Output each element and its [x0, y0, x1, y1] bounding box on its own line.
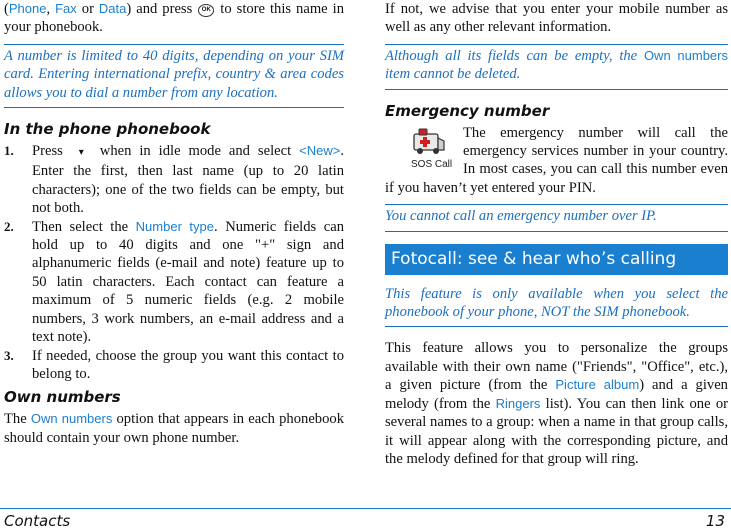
note-number-limit: A number is limited to 40 digits, depending on your SIM card. Entering international prefix, country & area codes allows you to dial a number from any location.: [4, 44, 344, 108]
fotocall-paragraph: This feature allows you to personalize the groups available with their own name ("Friends", "Office", etc.), a given picture (from the Picture album) and a given melody (from the Ringers list). You can then link one or several names to a group: when a name in that group calls, it will appear along with the corresponding picture, and the melody defined for that group will ring.: [385, 340, 728, 467]
own-numbers-paragraph: The Own numbers option that appears in each phonebook should contain your own phone number.: [4, 411, 344, 446]
heading-own-numbers: Own numbers: [4, 388, 121, 407]
note-own-numbers: Although all its fields can be empty, the Own numbers item cannot be deleted.: [385, 44, 728, 90]
ringers-link: Ringers: [495, 395, 541, 411]
number-type-item: Number type: [135, 218, 214, 234]
footer-divider: [0, 508, 731, 509]
ok-key-icon: OK: [198, 4, 214, 17]
new-menu-item: <New>: [299, 143, 341, 159]
page-footer: [0, 507, 731, 531]
footer-section-title: Contacts: [4, 512, 71, 530]
left-column: [4, 0, 344, 447]
own-numbers-option: Own numbers: [30, 411, 113, 427]
step-1: 1. Press ▾ when in idle mode and select <New>. Enter the first, then last name (up to 20 latin characters); one of the two fields can be empty, but not both.: [4, 143, 344, 217]
fotocall-banner: Fotocall: see & hear who’s calling: [385, 244, 728, 275]
heading-phone-phonebook: In the phone phonebook: [4, 120, 211, 139]
page-number: 13: [705, 512, 725, 530]
emergency-paragraph: The emergency number will call the emergency services number in your country. In most cases, you can call this number even if you haven’t yet entered your PIN.: [385, 124, 728, 196]
sos-call-caption: SOS Call: [411, 158, 453, 170]
data-field-label: Data: [98, 1, 127, 16]
note-fotocall-availability: This feature is only available when you select the phonebook of your phone, NOT the SIM phonebook.: [385, 285, 728, 328]
note-emergency-ip: You cannot call an emergency number over IP.: [385, 204, 728, 231]
phone-field-label: Phone: [8, 1, 47, 16]
right-column: [385, 0, 728, 468]
heading-emergency-number: Emergency number: [385, 101, 550, 120]
intro-paragraph: (Phone, Fax or Data) and press OK to store this name in your phonebook.: [4, 1, 344, 36]
top-paragraph: If not, we advise that you enter your mobile number as well as any other relevant information.: [385, 1, 728, 36]
step-3: 3. If needed, choose the group you want this contact to belong to.: [4, 347, 344, 382]
emergency-block: [385, 124, 728, 198]
step-2: 2. Then select the Number type. Numeric fields can hold up to 40 digits and one "+" sign and alphanumeric fields (e-mail and note) feature up to 50 latin characters. Each contact can feature a maximum of 5 numeric fields (e.g. 2 mobile numbers, 3 work numbers, an e-mail address and a text note).: [4, 218, 345, 346]
steps-list: [4, 142, 344, 383]
fax-field-label: Fax: [55, 1, 77, 16]
sos-call-icon: [385, 126, 463, 176]
picture-album-link: Picture album: [555, 377, 640, 393]
ambulance-icon: [411, 126, 447, 156]
down-arrow-key-icon: ▾: [78, 147, 84, 159]
own-numbers-item: Own numbers: [643, 47, 728, 63]
